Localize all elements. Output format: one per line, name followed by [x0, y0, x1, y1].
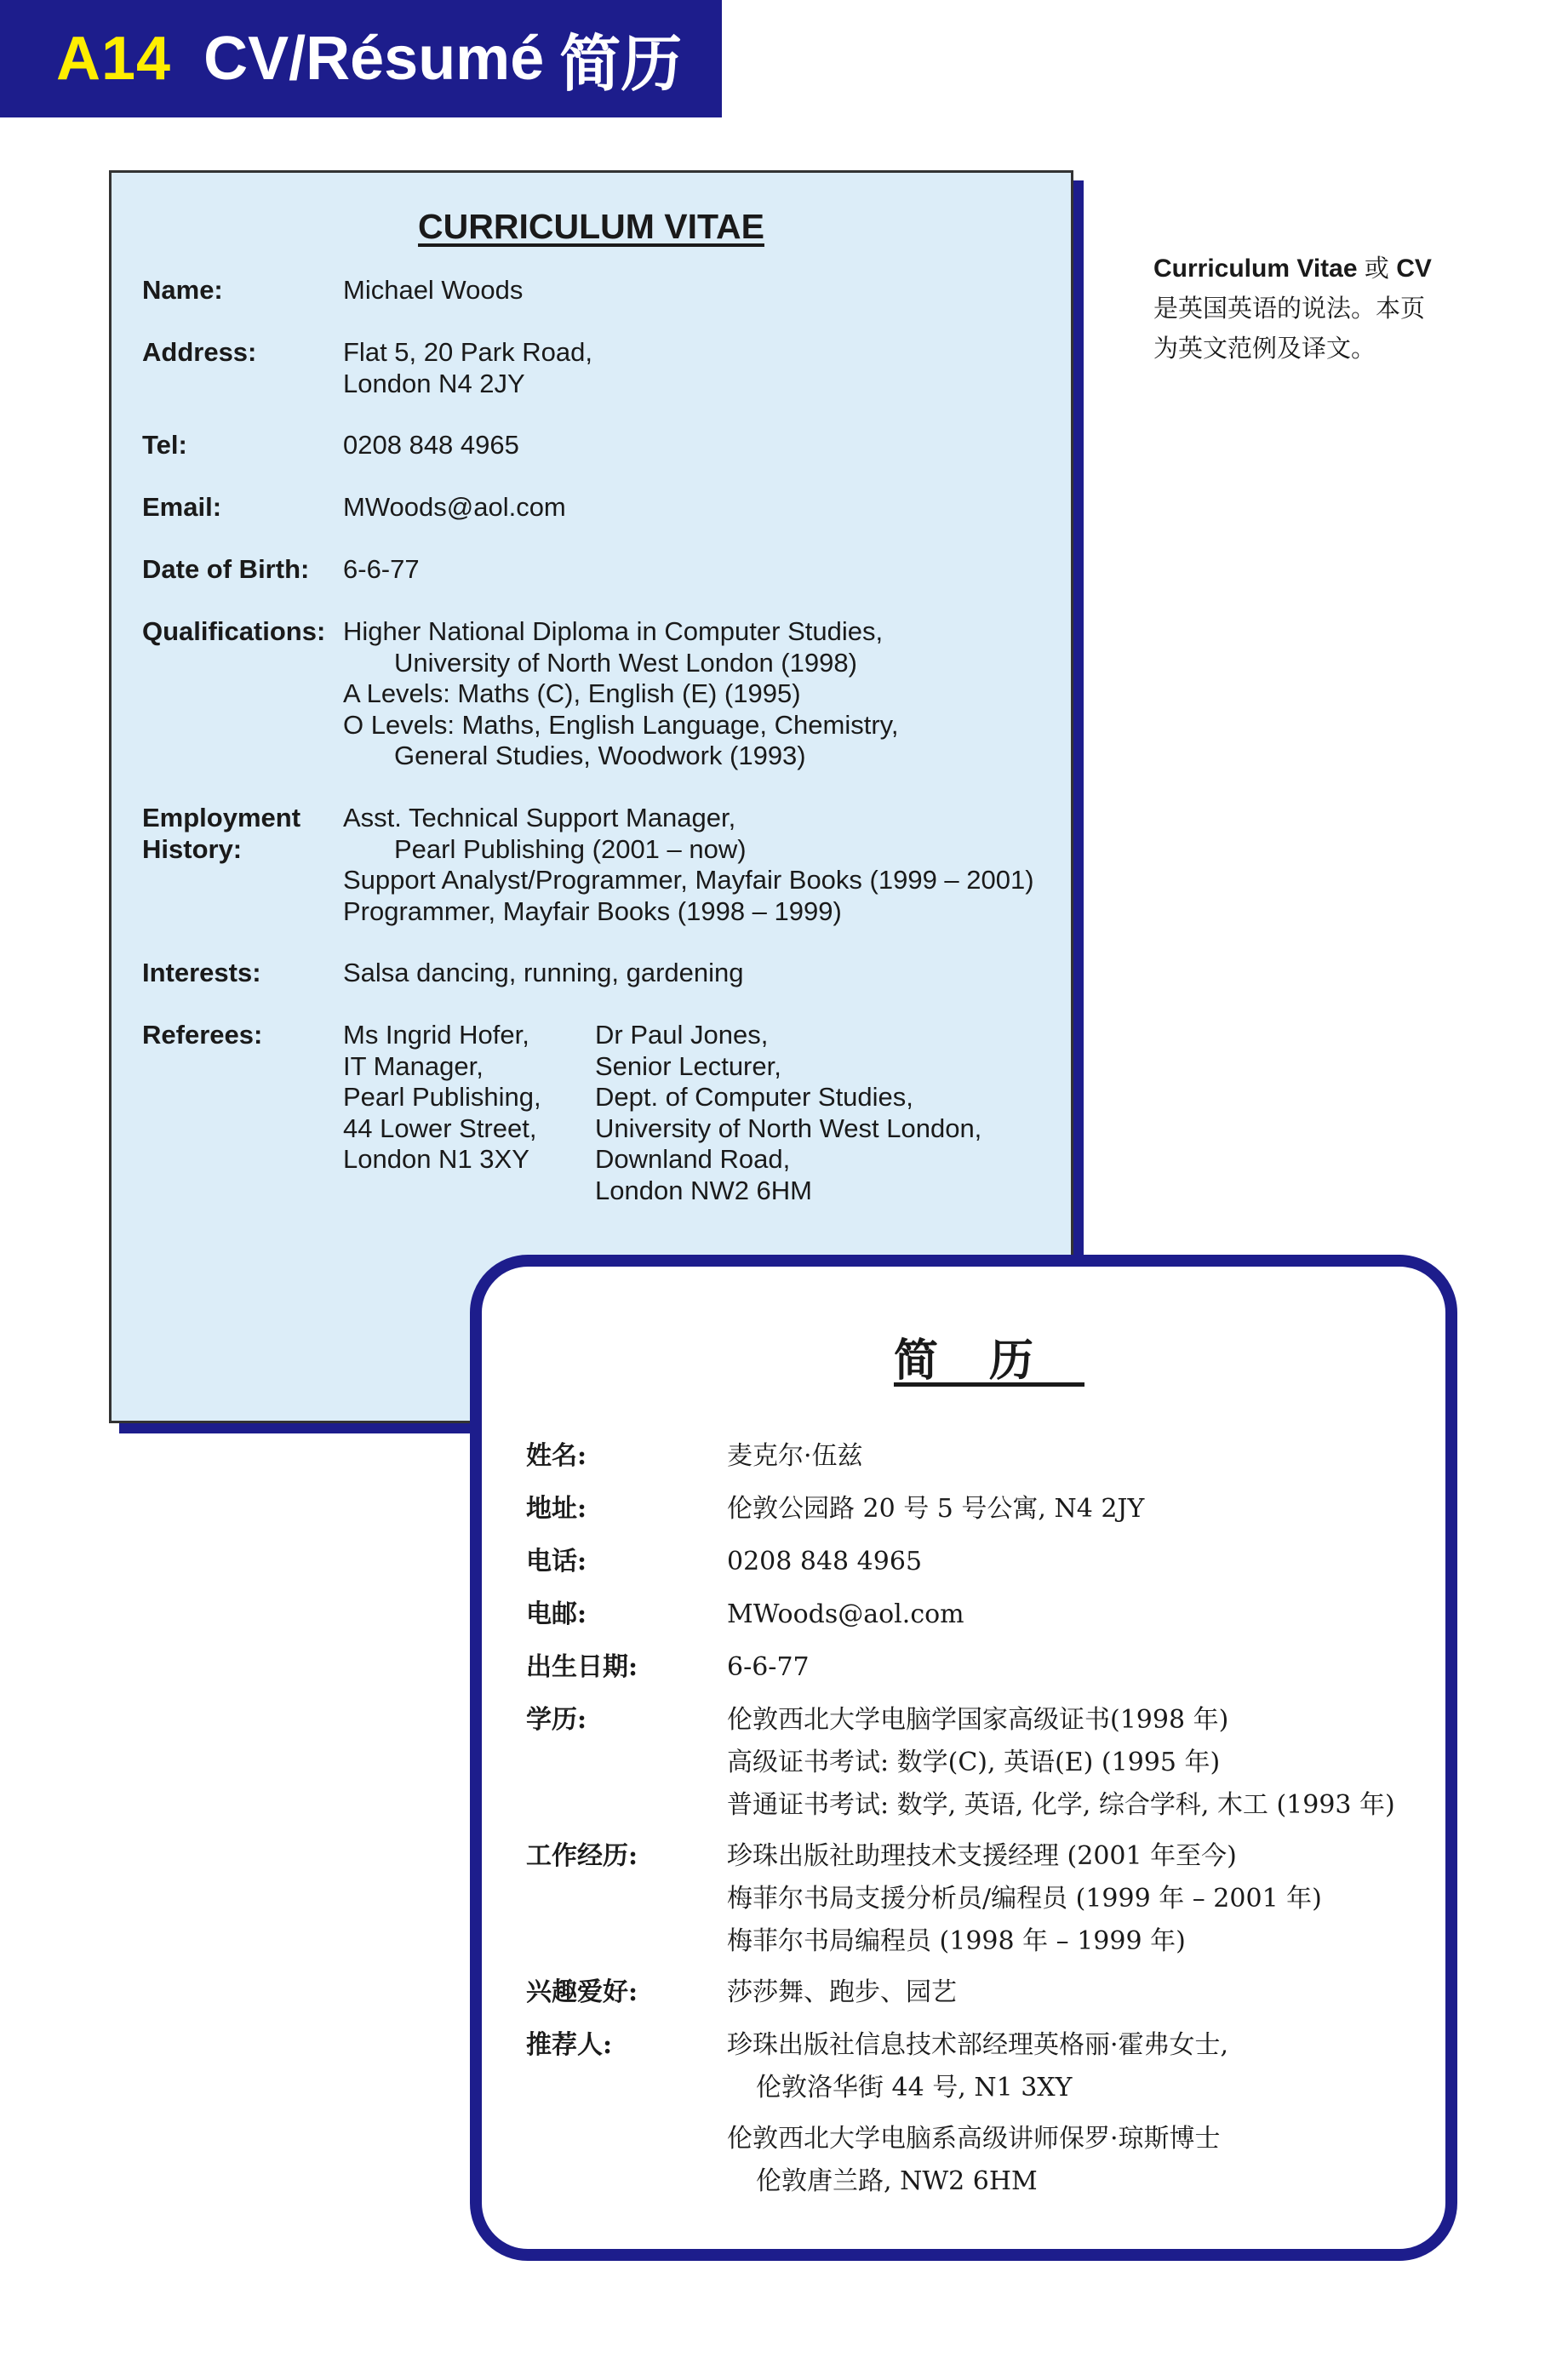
zh-value-address: 伦敦公园路 20 号 5 号公寓, N4 2JY — [727, 1494, 1145, 1524]
zh-value-email: MWoods@aol.com — [727, 1599, 964, 1629]
side-note — [1153, 249, 1511, 369]
cv-card-english — [109, 170, 1073, 1423]
qualification-line: A Levels: Maths (C), English (E) (1995) — [343, 678, 801, 708]
education-line: 普通证书考试: 数学, 英语, 化学, 综合学科, 木工 (1993 年) — [727, 1790, 1395, 1820]
cv-value-email: MWoods@aol.com — [343, 492, 566, 522]
zh-label-address: 地址: — [526, 1494, 587, 1524]
side-note-connector: 或 — [1364, 254, 1389, 283]
referee-1-line: IT Manager, — [343, 1050, 484, 1081]
referee-line: 伦敦西北大学电脑系高级讲师保罗·琼斯博士 — [727, 2124, 1221, 2154]
referee-1-line: 44 Lower Street, — [343, 1113, 537, 1143]
referee-1-line: London N1 3XY — [343, 1144, 529, 1174]
cv-card-chinese — [470, 1255, 1457, 2261]
zh-value-interests: 莎莎舞、跑步、园艺 — [727, 1977, 957, 2007]
cv-value-dob: 6-6-77 — [343, 554, 420, 584]
work-line: 珍珠出版社助理技术支援经理 (2001 年至今) — [727, 1841, 1237, 1871]
cv-value-interests: Salsa dancing, running, gardening — [343, 958, 744, 987]
cv-label-dob: Date of Birth: — [142, 554, 310, 584]
zh-label-education: 学历: — [526, 1705, 587, 1735]
zh-label-tel: 电话: — [526, 1547, 587, 1576]
employment-line: Support Analyst/Programmer, Mayfair Books (1999 – 2001) — [343, 865, 1034, 895]
referee-2-line: Senior Lecturer, — [595, 1050, 781, 1081]
section-title: CV/Résumé — [203, 25, 545, 93]
cv-value-tel: 0208 848 4965 — [343, 430, 519, 460]
employment-line: Asst. Technical Support Manager, — [343, 803, 736, 832]
zh-label-work: 工作经历: — [526, 1841, 638, 1871]
referee-2-line: Downland Road, — [595, 1144, 791, 1174]
zh-value-work — [727, 1835, 1434, 1963]
cv-label-employment-line: Employment — [142, 803, 301, 832]
zh-value-dob: 6-6-77 — [727, 1652, 810, 1682]
cv-label-employment — [142, 803, 343, 865]
side-note-term: Curriculum Vitae — [1153, 255, 1358, 283]
referee-2-line: Dr Paul Jones, — [595, 1020, 769, 1050]
cv-value-name: Michael Woods — [343, 275, 524, 305]
zh-title: 简历 — [893, 1335, 1084, 1387]
referee-1-line: Pearl Publishing, — [343, 1082, 541, 1112]
side-note-abbr: CV — [1396, 255, 1432, 283]
cv-value-qualifications — [343, 616, 1058, 772]
referee-2-line: University of North West London, — [595, 1113, 982, 1143]
work-line: 梅菲尔书局支援分析员/编程员 (1999 年 – 2001 年) — [727, 1884, 1322, 1914]
zh-value-name: 麦克尔·伍兹 — [727, 1441, 863, 1471]
education-line: 高级证书考试: 数学(C), 英语(E) (1995 年) — [727, 1748, 1221, 1777]
side-note-line-2: 是英国英语的说法。本页 — [1153, 294, 1426, 323]
qualification-line: University of North West London (1998) — [394, 647, 857, 678]
education-line: 伦敦西北大学电脑学国家高级证书(1998 年) — [727, 1705, 1229, 1735]
cv-label-qualifications: Qualifications: — [142, 616, 326, 646]
header-bar — [0, 0, 722, 117]
address-line: Flat 5, 20 Park Road, — [343, 337, 592, 367]
section-code: A14 — [56, 25, 172, 93]
referee-line: 伦敦洛华街 44 号, N1 3XY — [756, 2073, 1073, 2103]
zh-label-name: 姓名: — [526, 1441, 587, 1471]
address-line: London N4 2JY — [343, 368, 525, 398]
zh-label-email: 电邮: — [526, 1599, 587, 1629]
cv-value-address — [343, 337, 1058, 399]
referee-line: 珍珠出版社信息技术部经理英格丽·霍弗女士, — [727, 2030, 1229, 2060]
cv-label-email: Email: — [142, 492, 222, 522]
cv-value-employment — [343, 803, 1058, 927]
employment-line: Pearl Publishing (2001 – now) — [394, 833, 747, 864]
referee-line: 伦敦唐兰路, NW2 6HM — [756, 2166, 1038, 2196]
qualification-line: Higher National Diploma in Computer Studies, — [343, 616, 884, 646]
cv-label-tel: Tel: — [142, 430, 187, 460]
work-line: 梅菲尔书局编程员 (1998 年 – 1999 年) — [727, 1926, 1186, 1956]
zh-value-tel: 0208 848 4965 — [727, 1547, 923, 1576]
side-note-line-3: 为英文范例及译文。 — [1153, 334, 1376, 363]
cv-label-interests: Interests: — [142, 958, 261, 987]
zh-label-dob: 出生日期: — [526, 1652, 638, 1682]
zh-value-referees — [727, 2024, 1434, 2203]
referee-2 — [595, 1020, 981, 1206]
referee-2-line: Dept. of Computer Studies, — [595, 1082, 913, 1112]
cv-label-address: Address: — [142, 337, 257, 367]
employment-line: Programmer, Mayfair Books (1998 – 1999) — [343, 895, 842, 926]
section-title-zh: 简历 — [559, 28, 683, 100]
referee-1 — [343, 1020, 541, 1176]
cv-label-referees: Referees: — [142, 1020, 263, 1050]
zh-label-referees: 推荐人: — [526, 2030, 613, 2060]
referee-2-line: London NW2 6HM — [595, 1175, 813, 1205]
cv-title: CURRICULUM VITAE — [418, 207, 764, 246]
qualification-line: O Levels: Maths, English Language, Chemistry, — [343, 709, 899, 740]
qualification-line: General Studies, Woodwork (1993) — [394, 741, 806, 770]
cv-label-name: Name: — [142, 275, 223, 305]
zh-value-education — [727, 1699, 1434, 1827]
referee-1-line: Ms Ingrid Hofer, — [343, 1020, 529, 1050]
cv-label-employment-line: History: — [142, 833, 243, 864]
zh-label-interests: 兴趣爱好: — [526, 1977, 638, 2007]
